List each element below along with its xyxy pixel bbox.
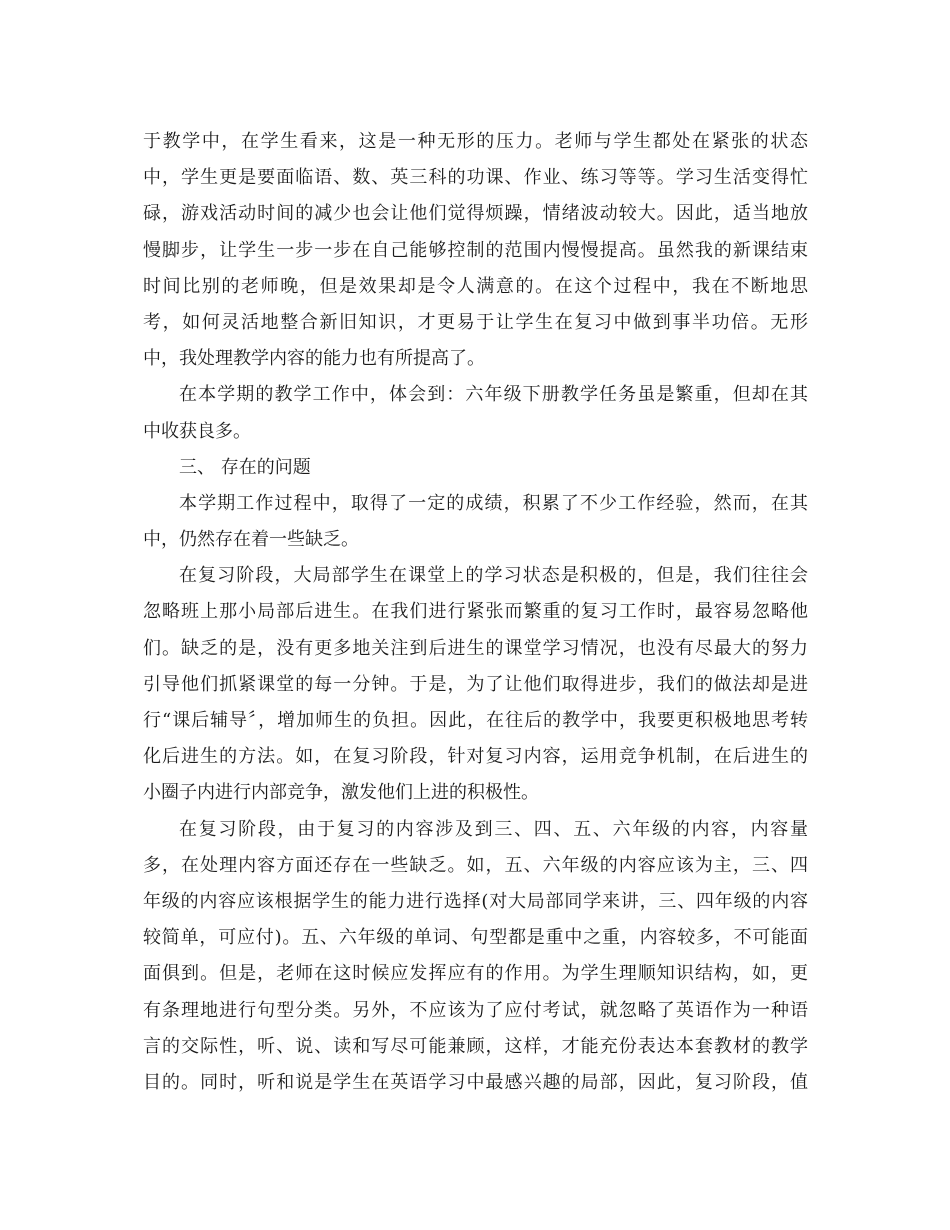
- text-line: 考，如何灵活地整合新旧知识，才更易于让学生在复习中做到事半功倍。无形: [143, 311, 808, 333]
- text-line: 在复习阶段，由于复习的内容涉及到三、四、五、六年级的内容，内容量: [179, 818, 808, 840]
- text-line: 行“课后辅导〞，增加师生的负担。因此，在往后的教学中，我要更积极地思考转: [143, 710, 808, 731]
- section-heading-text: 三、 存在的问题: [179, 456, 311, 478]
- text-line: 多，在处理内容方面还存在一些缺乏。如，五、六年级的内容应该为主，三、四: [143, 854, 808, 876]
- text-line: 于教学中，在学生看来，这是一种无形的压力。老师与学生都处在紧张的状态: [143, 131, 808, 152]
- section-heading: [143, 450, 808, 486]
- text-line: 言的交际性，听、说、读和写尽可能兼顾，这样，才能充份表达本套教材的教学: [143, 1035, 808, 1057]
- text-line: 在本学期的教学工作中，体会到：六年级下册教学任务虽是繁重，但却在其: [179, 384, 808, 406]
- text-line: 碌，游戏活动时间的减少也会让他们觉得烦躁，情绪波动较大。因此，适当地放: [143, 203, 808, 225]
- text-line: 有条理地进行句型分类。另外，不应该为了应付考试，就忽略了英语作为一种语: [143, 999, 808, 1021]
- text-line: 面俱到。但是，老师在这时候应发挥应有的作用。为学生理顺知识结构，如，更: [143, 963, 808, 985]
- paragraph-continuation: [143, 124, 808, 377]
- paragraph-problems-intro: [143, 486, 808, 558]
- text-line: 中，学生更是要面临语、数、英三科的功课、作业、练习等等。学习生活变得忙: [143, 167, 808, 189]
- text-line: 们。缺乏的是，没有更多地关注到后进生的课堂学习情况，也没有尽最大的努力: [143, 637, 808, 659]
- document-body: [143, 124, 808, 1101]
- text-line: 年级的内容应该根据学生的能力进行选择(对大局部同学来讲，三、四年级的内容: [143, 890, 808, 912]
- paragraph-underachievers: [143, 558, 808, 811]
- text-line: 本学期工作过程中，取得了一定的成绩，积累了不少工作经验，然而，在其: [179, 492, 808, 514]
- text-line: 时间比别的老师晚，但是效果却是令人满意的。在这个过程中，我在不断地思: [143, 275, 808, 297]
- text-line: 中，我处理教学内容的能力也有所提高了。: [143, 348, 485, 370]
- text-line: 慢脚步，让学生一步一步在自己能够控制的范围内慢慢提高。虽然我的新课结束: [143, 239, 808, 261]
- text-line: 在复习阶段，大局部学生在课堂上的学习状态是积极的，但是，我们往往会: [179, 565, 808, 587]
- text-line: 中，仍然存在着一些缺乏。: [143, 529, 359, 551]
- text-line: 引导他们抓紧课堂的每一分钟。于是，为了让他们取得进步，我们的做法却是进: [143, 673, 808, 695]
- text-line: 小圈子内进行内部竞争，激发他们上进的积极性。: [143, 782, 539, 804]
- paragraph-reflection: [143, 377, 808, 449]
- text-line: 化后进生的方法。如，在复习阶段，针对复习内容，运用竞争机制，在后进生的: [143, 746, 808, 768]
- text-line: 目的。同时，听和说是学生在英语学习中最感兴趣的局部，因此，复习阶段，值: [143, 1071, 808, 1093]
- paragraph-content-review: [143, 812, 808, 1102]
- text-line: 较简单，可应付)。五、六年级的单词、句型都是重中之重，内容较多，不可能面: [143, 927, 808, 949]
- text-line: 中收获良多。: [143, 420, 251, 442]
- text-line: 忽略班上那小局部后进生。在我们进行紧张而繁重的复习工作时，最容易忽略他: [143, 601, 808, 623]
